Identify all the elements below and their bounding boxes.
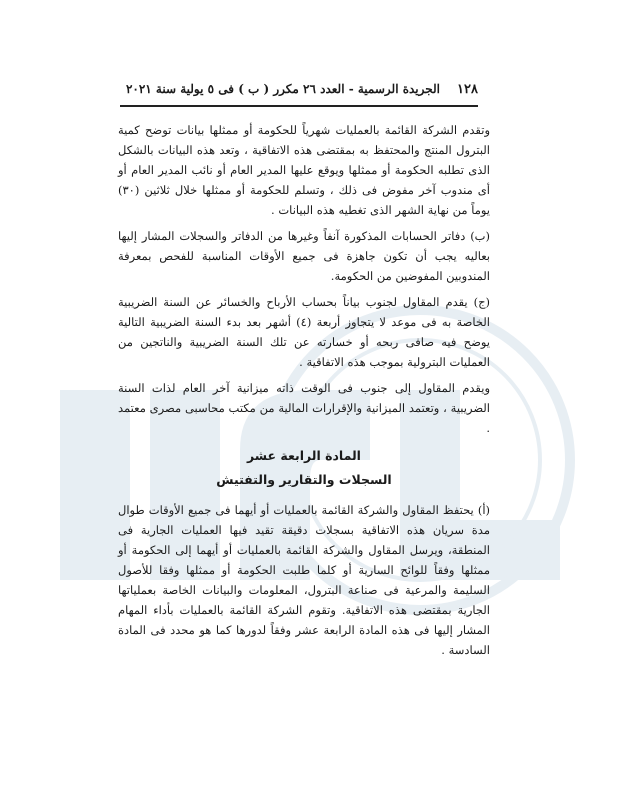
page-number: ١٢٨ (457, 82, 478, 97)
document-body (118, 120, 490, 660)
page-header (125, 80, 478, 106)
article-title: المادة الرابعة عشر (247, 448, 361, 463)
gazette-title: الجريدة الرسمية - العدد ٢٦ مكرر ( ب ) فى ٥ يولية سنة ٢٠٢١ (125, 82, 440, 96)
paragraph-b-books: (ب) دفاتر الحسابات المذكورة آنفاً وغيرها من الدفاتر والسجلات المشار إليها بعاليه يجب أن تكون جاهزة فى جميع الأوقات المناسبة للفحص بمعرفة المندوبين المفوضين من الحكومة. (118, 229, 490, 283)
paragraph-monthly-report: وتقدم الشركة القائمة بالعمليات شهرياً للحكومة أو ممثلها بيانات توضح كمية البترول المنتج والمحتفظ به بمقتضى هذه الاتفاقية ، وتعد هذه البيانات بالشكل الذى تطلبه الحكومة أو ممثلها ويوقع عليها المدير العام أو نائب المدير العام أو أى مندوب آخر مفوض فى ذلك ، وتسلم للحكومة أو ممثلها خلال ثلاثين (٣٠) يوماً من نهاية الشهر الذى تغطيه هذه البيانات . (118, 123, 490, 217)
paragraph-c-profit-loss: (ج) يقدم المقاول لجنوب بياناً بحساب الأرباح والخسائر عن السنة الضريبية الخاصة به فى موعد لا يتجاوز أربعة (٤) أشهر بعد بدء السنة الضريبية التالية يوضح فيه صافى ربحه أو خسارته عن تلك السنة الضريبية والناتجين من العمليات البترولية بموجب هذه الاتفاقية . (118, 295, 490, 369)
paragraph-balance-sheet: ويقدم المقاول إلى جنوب فى الوقت ذاته ميزانية آخر العام لذات السنة الضريبية ، وتعتمد الميزانية والإقرارات المالية من مكتب محاسبى مصرى معتمد . (118, 381, 490, 435)
paragraph-a-records: (أ) يحتفظ المقاول والشركة القائمة بالعمليات أو أيهما فى جميع الأوقات طوال مدة سريان هذه الاتفاقية بسجلات دقيقة تقيد فيها العمليات الجارية فى المنطقة، ويرسل المقاول والشركة القائمة بالعمليات أو أيهما إلى الحكومة أو ممثلها وفقاً للوائح السارية أو كلما طلبت الحكومة أو ممثلها وفقا للأصول السليمة والمرعية فى صناعة البترول، المعلومات والبيانات الخاصة بعملياتها الجارية بمقتضى هذه الاتفاقية. وتقوم الشركة القائمة بالعمليات بأداء المهام المشار إليها فى هذه المادة الرابعة عشر وفقاً لدورها كما هو محدد فى المادة السادسة . (118, 503, 490, 657)
article-subtitle: السجلات والتقارير والتفتيش (216, 472, 392, 487)
header-rule (120, 105, 478, 107)
